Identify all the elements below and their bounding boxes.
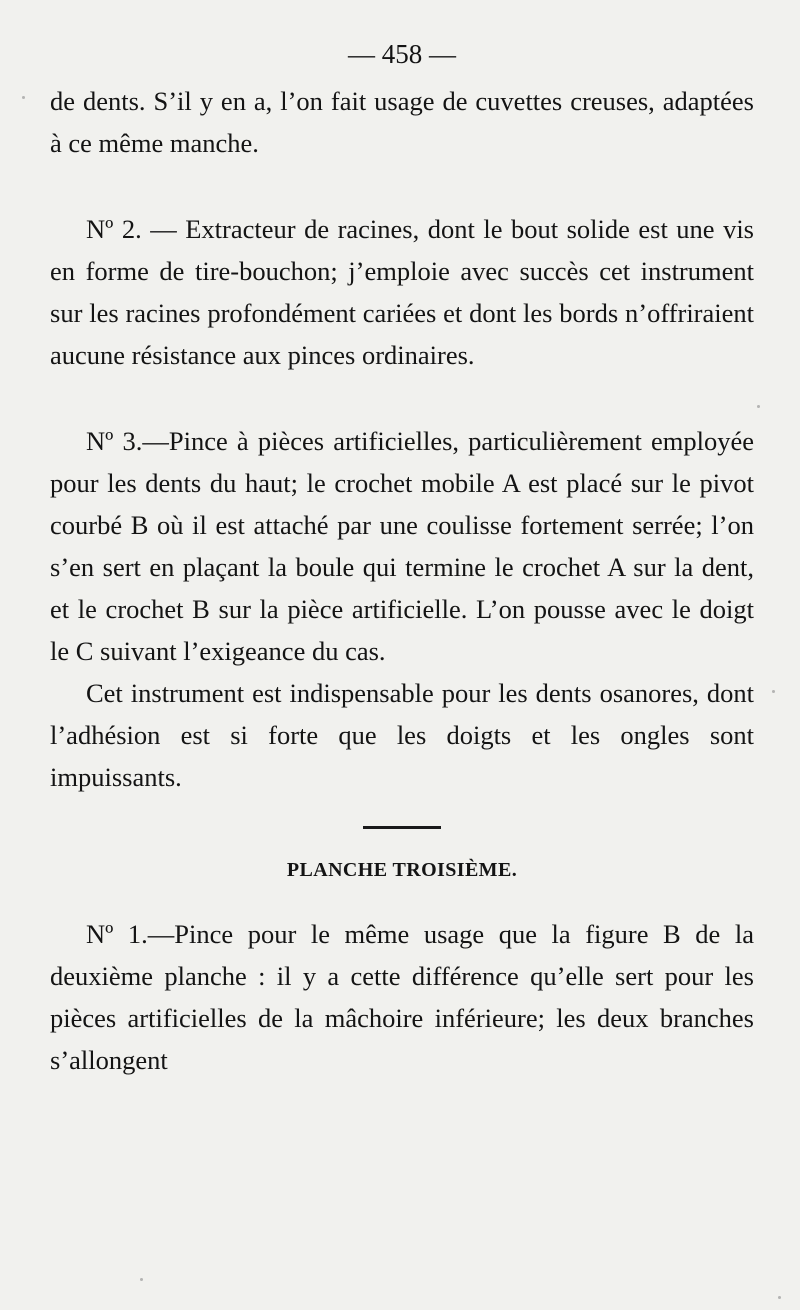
paper-speckle [772, 690, 775, 693]
section-title: PLANCHE TROISIÈME. [286, 859, 518, 881]
paper-speckle [778, 1296, 781, 1299]
paragraph-item-3: Nº 3.—Pince à pièces artificielles, particulièrement employée pour les dents du haut; le crochet mobile A est placé sur le pivot courbé B où il est attaché par une coulisse fortement serrée; l’on s’en sert en plaçant la boule qui termine le crochet A sur la dent, et le crochet B sur la pièce artificielle. L’on pousse avec le doigt le C suivant l’exigeance du cas. [50, 426, 754, 666]
paper-speckle [140, 1278, 143, 1281]
paragraph-gap [50, 376, 754, 420]
paragraph-item-2: Nº 2. — Extracteur de racines, dont le bout solide est une vis en forme de tire-bouchon; j’emploie avec succès cet instrument sur les racines profondément cariées et dont les bords n’offriraient aucune résistance aux pinces ordinaires. [50, 214, 754, 370]
paragraph-gap [50, 164, 754, 208]
paragraph-section-item-1: Nº 1.—Pince pour le même usage que la figure B de la deuxième planche : il y a cette différence qu’elle sert pour les pièces artificielles de la mâchoire inférieure; les deux branches s’allongent [50, 919, 754, 1075]
paragraph-note: Cet instrument est indispensable pour les dents osanores, dont l’adhésion est si forte que les doigts et les ongles sont impuissants. [50, 678, 754, 792]
section-divider [363, 826, 441, 829]
paragraph-continuation: de dents. S’il y en a, l’on fait usage de cuvettes creuses, adaptées à ce même manche. [50, 86, 754, 158]
page-number: — 458 — [348, 39, 456, 69]
paper-speckle [757, 405, 760, 408]
paper-speckle [22, 96, 25, 99]
